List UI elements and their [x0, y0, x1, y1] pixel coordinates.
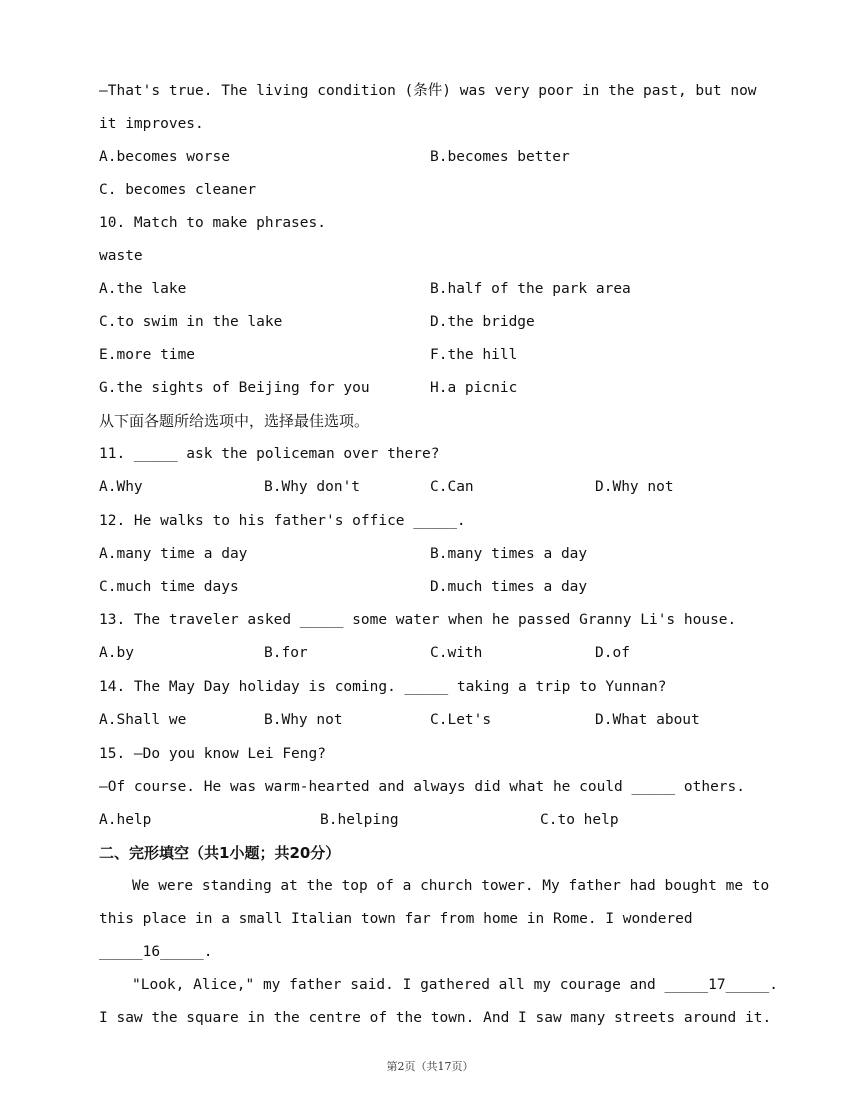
instruction: 从下面各题所给选项中，选择最佳选项。	[99, 412, 370, 430]
q15-option-b: B.helping	[320, 812, 399, 828]
q14-option-a: A.Shall we	[99, 712, 187, 728]
q15-stem-reply: —Of course. He was warm-hearted and always did what he could _____ others.	[99, 779, 746, 795]
q10-option-e: E.more time	[99, 347, 196, 363]
q10-option-h: H.a picnic	[430, 380, 518, 396]
q14-option-d: D.What about	[595, 712, 700, 728]
q10-option-f: F.the hill	[430, 347, 518, 363]
q10-word: waste	[99, 248, 143, 264]
q13-option-d: D.of	[595, 645, 630, 661]
q9-option-b: B.becomes better	[430, 149, 570, 165]
q15-stem: 15. —Do you know Lei Feng?	[99, 746, 326, 762]
q11-option-b: B.Why don't	[264, 479, 361, 495]
q10-option-g: G.the sights of Beijing for you	[99, 380, 370, 396]
dialogue-line-cont: it improves.	[99, 116, 204, 132]
q14-option-c: C.Let's	[430, 712, 492, 728]
q13-option-c: C.with	[430, 645, 483, 661]
q11-option-d: D.Why not	[595, 479, 674, 495]
section-heading: 二、完形填空（共1小题；共20分）	[99, 844, 341, 862]
page-footer: 第2页（共17页）	[386, 1060, 474, 1073]
q12-option-c: C.much time days	[99, 579, 239, 595]
q10-option-c: C.to swim in the lake	[99, 314, 283, 330]
dialogue-line: —That's true. The living condition (条件) was very poor in the past, but now	[99, 83, 757, 99]
q12-option-a: A.many time a day	[99, 546, 248, 562]
q11-stem: 11. _____ ask the policeman over there?	[99, 446, 440, 462]
q9-option-c: C. becomes cleaner	[99, 182, 257, 198]
q10-option-b: B.half of the park area	[430, 281, 631, 297]
q14-stem: 14. The May Day holiday is coming. _____ taking a trip to Yunnan?	[99, 679, 667, 695]
q10-option-a: A.the lake	[99, 281, 187, 297]
q12-option-d: D.much times a day	[430, 579, 588, 595]
q11-option-c: C.Can	[430, 479, 474, 495]
q14-option-b: B.Why not	[264, 712, 343, 728]
q15-option-c: C.to help	[540, 812, 619, 828]
q10-stem: 10. Match to make phrases.	[99, 215, 326, 231]
passage-blank-16: _____16_____.	[99, 944, 213, 960]
q12-option-b: B.many times a day	[430, 546, 588, 562]
passage-line: I saw the square in the centre of the town. And I saw many streets around it.	[99, 1010, 772, 1026]
q9-option-a: A.becomes worse	[99, 149, 230, 165]
q10-option-d: D.the bridge	[430, 314, 535, 330]
q13-option-a: A.by	[99, 645, 134, 661]
q12-stem: 12. He walks to his father's office _____.	[99, 513, 466, 529]
passage-line: We were standing at the top of a church tower. My father had bought me to	[132, 878, 770, 894]
q11-option-a: A.Why	[99, 479, 143, 495]
q15-option-a: A.help	[99, 812, 152, 828]
passage-line: "Look, Alice," my father said. I gathered all my courage and _____17_____.	[132, 977, 779, 993]
q13-stem: 13. The traveler asked _____ some water when he passed Granny Li's house.	[99, 612, 737, 628]
q13-option-b: B.for	[264, 645, 308, 661]
passage-line: this place in a small Italian town far from home in Rome. I wondered	[99, 911, 693, 927]
